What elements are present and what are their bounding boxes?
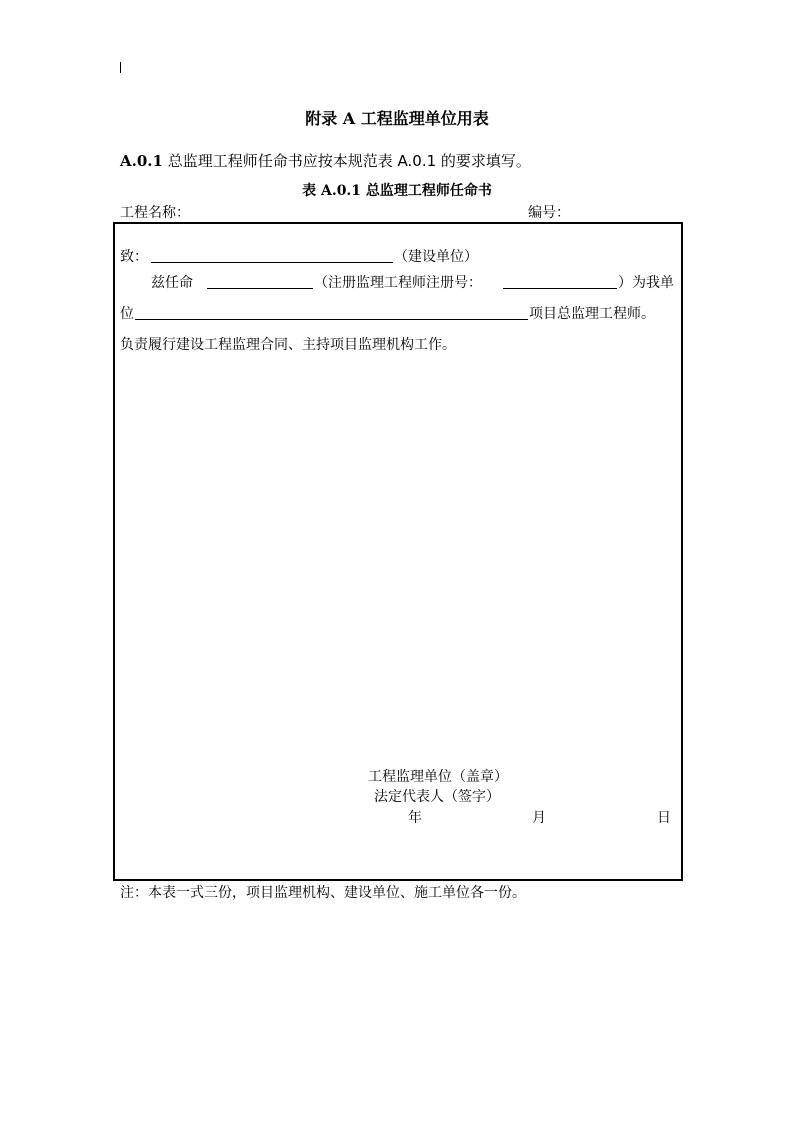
serial-number-label: 编号： bbox=[528, 205, 570, 221]
legal-rep-label: 法定代表人（签字） bbox=[374, 789, 500, 805]
registration-number-field[interactable] bbox=[503, 288, 617, 289]
year-label: 年 bbox=[408, 810, 422, 826]
intro-paragraph bbox=[120, 150, 531, 171]
footnote: 注：本表一式三份，项目监理机构、建设单位、施工单位各一份。 bbox=[120, 885, 526, 901]
intro-text: 总监理工程师任命书应按本规范表 A.0.1 的要求填写。 bbox=[162, 152, 531, 170]
appoint-label: 兹任命 bbox=[151, 275, 193, 291]
intro-code: A.0.1 bbox=[120, 152, 163, 170]
to-label: 致： bbox=[120, 249, 148, 265]
engineer-name-field[interactable] bbox=[207, 288, 313, 289]
table-title: 表 A.0.1 总监理工程师任命书 bbox=[302, 183, 492, 199]
month-label: 月 bbox=[532, 810, 546, 826]
text-cursor bbox=[120, 62, 121, 73]
appendix-title: 附录 A 工程监理单位用表 bbox=[305, 109, 489, 128]
duty-text: 负责履行建设工程监理合同、主持项目监理机构工作。 bbox=[120, 337, 456, 353]
reg-no-suffix: ）为我单 bbox=[618, 275, 674, 291]
position-text: 项目总监理工程师。 bbox=[529, 306, 655, 322]
reg-no-label: （注册监理工程师注册号： bbox=[314, 275, 482, 291]
construction-unit-field[interactable] bbox=[151, 262, 393, 263]
project-field[interactable] bbox=[135, 319, 528, 320]
to-suffix: （建设单位） bbox=[394, 249, 478, 265]
day-label: 日 bbox=[657, 810, 671, 826]
project-name-label: 工程名称： bbox=[120, 205, 190, 221]
company-seal-label: 工程监理单位（盖章） bbox=[368, 769, 508, 785]
unit-char: 位 bbox=[120, 306, 134, 322]
